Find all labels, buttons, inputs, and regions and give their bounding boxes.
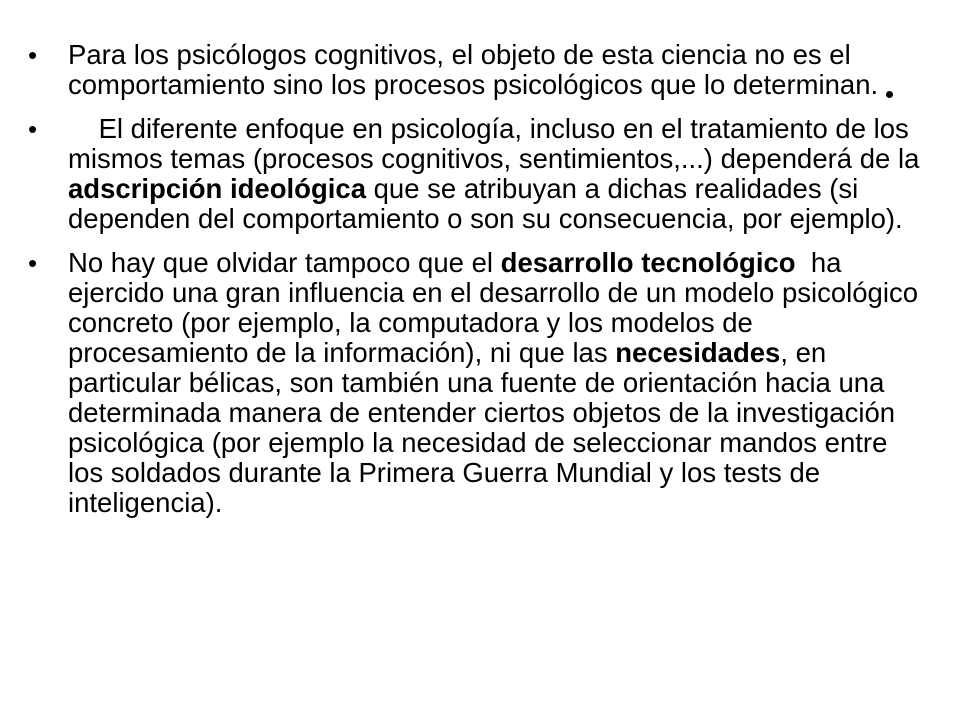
bullet-dot-icon: • bbox=[28, 248, 38, 278]
text-segment: ha ejercido una gran influencia en el desarrollo de un modelo psicológico concreto (por ejemplo, la computadora y los modelos de procesamiento de la información), ni que las bbox=[68, 247, 926, 368]
bullet-item bbox=[28, 248, 928, 518]
stray-dot-mark bbox=[886, 91, 893, 98]
bold-phrase: desarrollo tecnológico bbox=[500, 247, 796, 278]
bold-phrase: necesidades bbox=[615, 337, 781, 368]
bullet-text bbox=[68, 247, 926, 518]
text-segment: que se atribuyan a dichas realidades (si dependen del comportamiento o son su consecuencia, por ejemplo). bbox=[68, 173, 903, 234]
text-segment: , en particular bélicas, son también una fuente de orientación hacia una determinada manera de entender ciertos objetos de la investigación psicológica (por ejemplo la necesidad de seleccionar mandos entre los soldados durante la Primera Guerra Mundial y los tests de inteligencia). bbox=[68, 337, 903, 518]
text-segment: Para los psicólogos cognitivos, el objeto de esta ciencia no es el comportamiento sino los procesos psicológicos que lo determinan. bbox=[68, 39, 879, 100]
bullet-text bbox=[68, 113, 927, 234]
bullet-item bbox=[28, 40, 928, 100]
bullet-dot-icon: • bbox=[28, 114, 38, 144]
bullet-item bbox=[28, 114, 928, 234]
bold-phrase: adscripción ideológica bbox=[68, 173, 366, 204]
bullet-text bbox=[68, 39, 878, 100]
text-segment: No hay que olvidar tampoco que el bbox=[68, 247, 501, 278]
bullet-dot-icon: • bbox=[28, 40, 38, 70]
text-segment: El diferente enfoque en psicología, incluso en el tratamiento de los mismos temas (procesos cognitivos, sentimientos,...) dependerá de la bbox=[68, 113, 927, 174]
bullet-list bbox=[28, 40, 928, 532]
